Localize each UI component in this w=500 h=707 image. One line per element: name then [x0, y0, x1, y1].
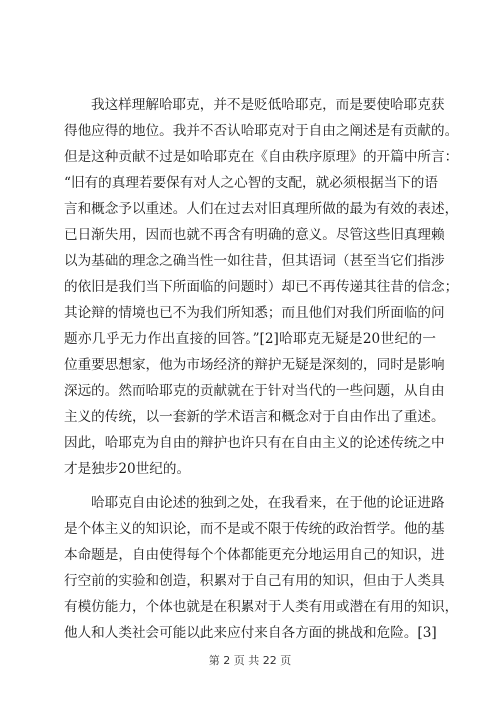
text-line: 行空前的实验和创造，积累对于自己有用的知识，但由于人类具	[64, 573, 445, 589]
text-line: 以为基础的理念之确当性一如往昔，但其语词（甚至当它们指涉	[64, 253, 445, 269]
page-number-footer: 第 2 页 共 22 页	[208, 654, 292, 667]
text-line: 言和概念予以重述。人们在过去对旧真理所做的最为有效的表述，	[64, 201, 459, 217]
text-line: 其论辩的情境也已不为我们所知悉；而且他们对我们所面临的问	[64, 305, 445, 321]
text-line: 但是这种贡献不过是如哈耶克在《自由秩序原理》的开篇中所言：	[64, 149, 459, 165]
text-line: 我这样理解哈耶克，并不是贬低哈耶克，而是要使哈耶克获	[91, 97, 445, 113]
text-line: 是个体主义的知识论，而不是或不限于传统的政治哲学。他的基	[64, 521, 445, 537]
text-line: 哈耶克自由论述的独到之处，在我看来，在于他的论证进路	[91, 495, 445, 511]
text-line: 题亦几乎无力作出直接的回答。”[2]哈耶克无疑是20世纪的一	[64, 331, 436, 347]
document-body	[64, 92, 459, 646]
text-line: 本命题是，自由使得每个个体都能更充分地运用自己的知识，进	[64, 547, 445, 563]
text-line: 才是独步20世纪的。	[64, 461, 191, 477]
text-line: 的依旧是我们当下所面临的问题时）却已不再传递其往昔的信念；	[64, 279, 459, 295]
paragraph-1	[64, 92, 459, 482]
paragraph-2	[64, 490, 459, 646]
text-line: 有模仿能力，个体也就是在积累对于人类有用或潜在有用的知识，	[64, 599, 459, 615]
text-line: 得他应得的地位。我并不否认哈耶克对于自由之阐述是有贡献的。	[64, 123, 459, 139]
text-line: 他人和人类社会可能以此来应付来自各方面的挑战和危险。[3]	[64, 625, 437, 641]
text-line: 已日渐失用，因而也就不再含有明确的意义。尽管这些旧真理赖	[64, 227, 445, 243]
paragraph-gap	[64, 482, 436, 490]
text-line: 因此，哈耶克为自由的辩护也许只有在自由主义的论述传统之中	[64, 435, 445, 451]
text-line: 位重要思想家，他为市场经济的辩护无疑是深刻的，同时是影响	[64, 357, 445, 373]
text-line: “旧有的真理若要保有对人之心智的支配，就必须根据当下的语	[64, 175, 438, 191]
text-line: 主义的传统，以一套新的学术语言和概念对于自由作出了重述。	[64, 409, 445, 425]
text-line: 深远的。然而哈耶克的贡献就在于针对当代的一些问题，从自由	[64, 383, 445, 399]
